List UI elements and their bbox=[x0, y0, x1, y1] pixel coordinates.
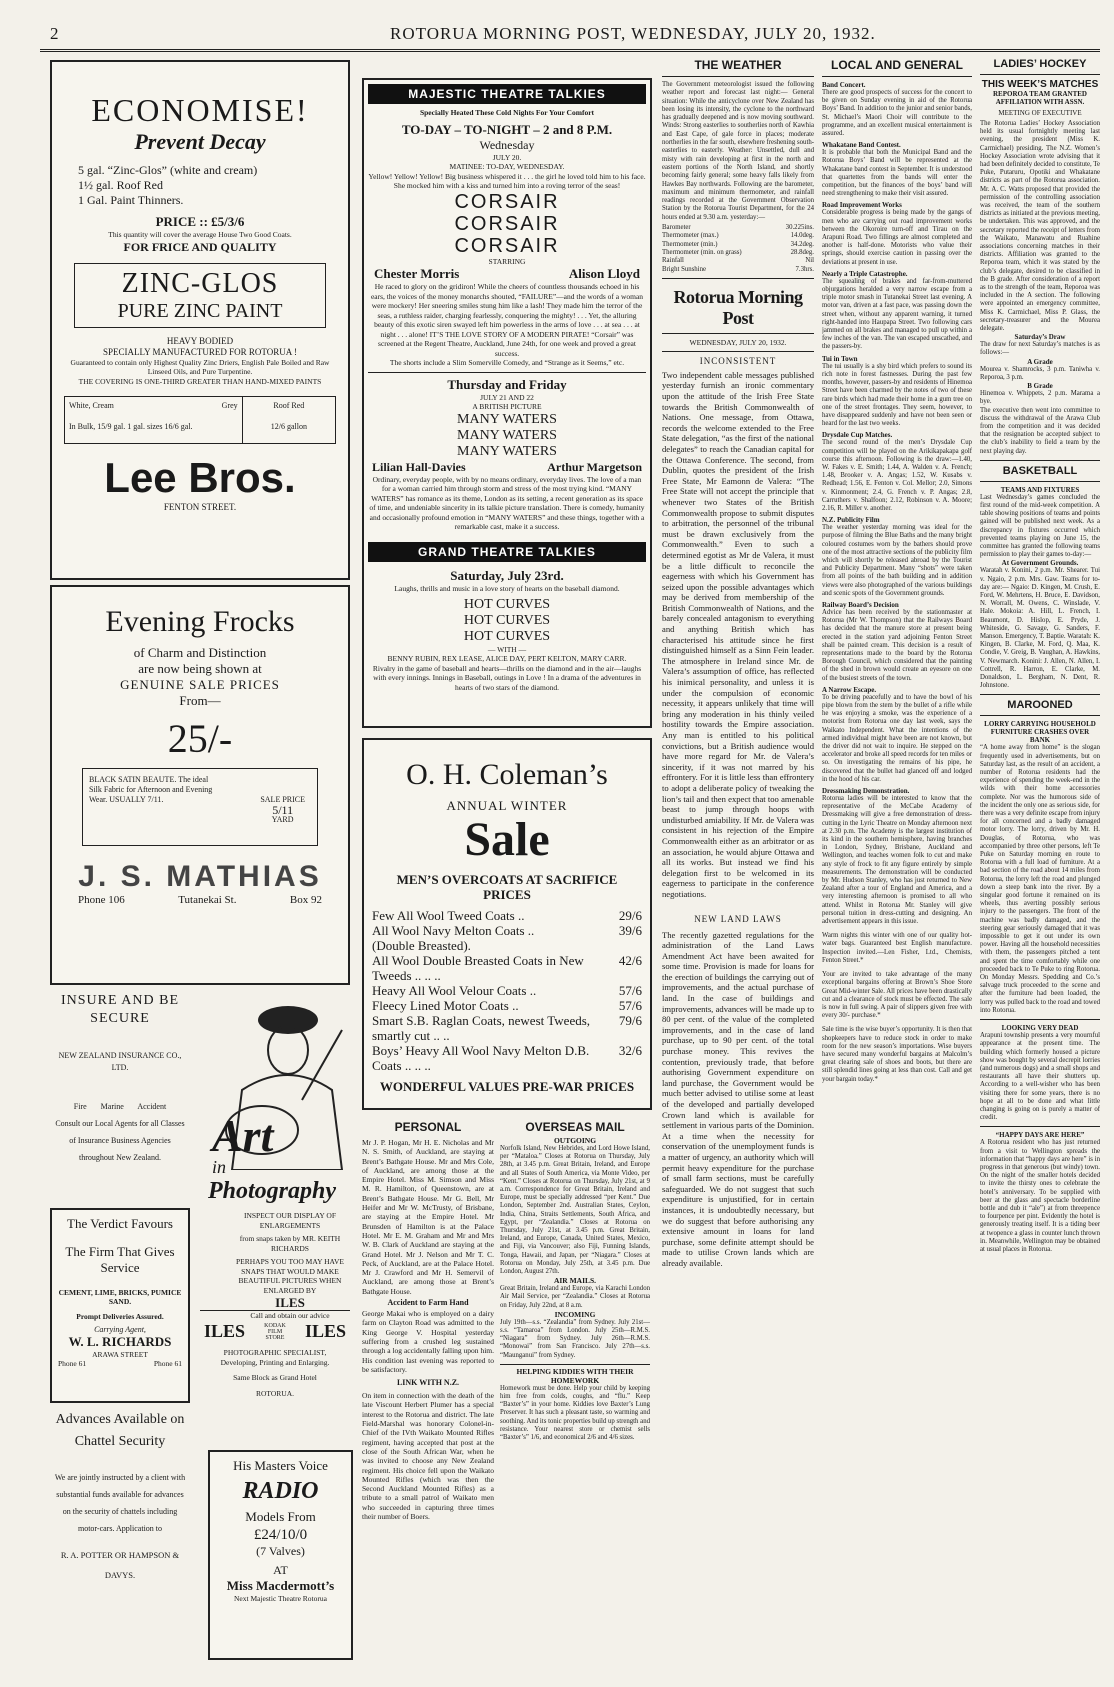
product-sub: PURE ZINC PAINT bbox=[117, 299, 283, 322]
article-body: Homework must be done. Help your child by keeping him free from colds, coughs, and “flu.” Keep “Baxter’s” in your home. Kiddies love Baxter’s Lung Preserver. It has such a pleasant taste, so warming and soothing. And its tonic properties build up strength and resistance. Your nearest store or chemist sells “Baxter’s” 1/6, and economical 2/6 and 4/6 sizes. bbox=[500, 1384, 650, 1442]
company: NEW ZEALAND INSURANCE CO., LTD. bbox=[58, 1051, 182, 1072]
article-body: George Makai who is employed on a dairy farm on Clayton Road was admitted to the King George V. Hospital yesterday suffering from a crushed leg sustained through a log accidentally falling upon him. His condition last evening was reported to be satisfactory. bbox=[362, 1309, 494, 1374]
kodak: KODAK FILM STORE bbox=[264, 1322, 286, 1341]
item-body: Considerable progress is being made by the gangs of men who are carrying out road improvement works between the Okoroire turn-off and Tirau on the Arapuni Road. Two fillings are almost completed and another is half-done. Motorists who value their springs, should exercise caution in passing over the deviations at present in use. bbox=[822, 209, 972, 266]
ad-headline: Advances Available on Chattel Security bbox=[55, 1412, 185, 1449]
brit: A BRITISH PICTURE bbox=[472, 402, 542, 411]
article-body: “A home away from home” is the slogan frequently used in advertisements, but on Saturday last, as the result of an accident, a number of Rotorua residents had the experience of spending the week-end in the wilds with their home accessories complete. Nor was the humorous side of the incident the only one as serious side, for there was a very definite escape from injury for all concerned and a badly damaged motor lorry. The lorry, driven by Mr. H. Douglas, of Rotorua, who was accompanied by three other persons, left Te Puke on Saturday morning en route to Rotorua with a full load of furniture. At a bad section of the road about 14 miles from Rotorua, the lorry left the road and plunged down a steep bank into the river. By a singular good fortune it remained on its wheels, thus averting possibly serious injury to the passengers. The front of the machine was badly damaged, and the steering gear seriously damaged that it was impossible to get it out under its own power. Having all the household necessities with them, the passengers pitched a tent and spent the time comfortably while one proceeded back to Te Puke to ring Rotorua. On Monday Messrs. Spedding and Co.’s salvage truck proceeded to the scene and after the furniture had been loaded, the lorry was pulled back to the road and towed into Rotorua. bbox=[980, 744, 1100, 1014]
actor: Lilian Hall-Davies bbox=[372, 459, 466, 474]
reading-label: Bright Sunshine bbox=[662, 265, 706, 273]
ad-line: (7 Valves) bbox=[256, 1544, 305, 1558]
coat-item bbox=[372, 983, 642, 998]
blurb: Yellow! Yellow! Yellow! Big business whispered it . . . the girl he loved told him to his face. She mocked him with a kiss and turned him into a roving terror of the seas! bbox=[368, 171, 646, 190]
verdict-ad bbox=[50, 1208, 190, 1403]
item-body: The second round of the men’s Drysdale Cup competition will be played on the Arikikapakapa golf course this afternoon. Following is the draw:—1.40, W. Fakes v. E. Smith; 1.44, A. Walden v. A. French; 1.48, Brooker v. A. Angas; 1.52, W. Kusabs v. Redhead; 1.56, E. Fenton v. Col. Mellor; 2.0, Simons v. Kinmonment; 2.4, G. French v. P. Angas; 2.8, Carruthers v. Shalfoon; 2.12, Robinson v. A. Moore; 2.16, R. Miller v. another. bbox=[822, 439, 972, 512]
ad-subhead: RADIO bbox=[242, 1478, 319, 1504]
table-cell: White, Cream bbox=[69, 401, 114, 410]
coat-price: 57/6 bbox=[618, 983, 642, 998]
delivery-note: Prompt Deliveries Assured. bbox=[76, 1312, 164, 1321]
reading-row bbox=[662, 257, 814, 265]
box: Box 92 bbox=[289, 894, 322, 906]
editorial-title: INCONSISTENT bbox=[699, 355, 777, 366]
sale-heading: Sale bbox=[464, 813, 550, 866]
paint-list bbox=[78, 163, 336, 208]
article-body: Hinemoa v. Whippets, 2 p.m. Marama a bye. bbox=[980, 390, 1100, 406]
insurance-ad bbox=[50, 988, 190, 1198]
address: Next Majestic Theatre Rotorua bbox=[234, 1594, 327, 1603]
phone: Phone 106 bbox=[78, 894, 125, 906]
actor: Arthur Margetson bbox=[547, 459, 642, 474]
item-heading: Band Concert. bbox=[822, 81, 866, 89]
shorts: The shorts include a Slim Somerville Comedy, and “Strange as it Seems,” etc. bbox=[389, 358, 625, 367]
ad-line: are now being shown at bbox=[138, 661, 262, 676]
article-body: Mr J. P. Hogan, Mr H. E. Nicholas and Mr N. S. Smith, of Auckland, are staying at Brent’s Bathgate House. Mr and Mrs Cole, of Auckland, are among those at the Empire Hotel. Miss M. Simson and Miss M. R. Hamilton, of Queenstown, are at Brent’s Bathgate House. Mr G. Bell, Mr Heifer and Mr W. McTrusty, of Brisbane, are staying at the Empire Hotel. Mr Brunsden of Hamilton is at the Palace Hotel. Mr E. M. Graham and Mr and Mrs W. B. Clark of Auckland are staying at the Grand Hotel. Mr J. Nelson and Mr T. C. Peck, of Auckland, are at the Palace Hotel. Mr J. Crawford and Mr H. Semervil of Auckland, are among those at Brent’s Bathgate House. bbox=[362, 1138, 494, 1296]
showtimes: TO-DAY – TO-NIGHT – 2 and 8 P.M. bbox=[401, 121, 613, 137]
item-body: The squealing of brakes and far-from-muttered objurgations heralded a very narrow escape from a triple motor smash in Tutanekai Street last evening. A motor van, driven at a fast pace, was passing down the street when, without any apparent warning, it turned right-handed into Haupapa Street. Two following cars jammed on all brakes and managed to pull up within a few inches of the van. The van escaped unscathed, and the passers-by. bbox=[822, 277, 972, 351]
coat-price: 39/6 bbox=[618, 923, 642, 938]
reading-label: Barometer bbox=[662, 224, 691, 232]
coat-item bbox=[372, 908, 642, 923]
ad-body: Consult our Local Agents for all Classes of Insurance Business Agencies throughout New Zealand. bbox=[55, 1119, 185, 1162]
with: — WITH — bbox=[487, 644, 527, 654]
coat-name: Heavy All Wool Velour Coats .. bbox=[372, 983, 537, 998]
local-ad: Warm nights this winter with one of our quality hot-water bags. Guaranteed best English manufacture. Inspection invited.—Len Fisher, Ltd., Chemists, Fenton Street.* bbox=[822, 932, 972, 964]
coat-name: All Wool Navy Melton Coats .. bbox=[372, 923, 535, 938]
subheading: LOOKING VERY DEAD bbox=[1001, 1024, 1079, 1033]
subheading: HELPING KIDDIES WITH THEIR HOMEWORK bbox=[500, 1364, 650, 1385]
film-title: CORSAIR bbox=[454, 234, 560, 257]
article-body: On item in connection with the death of the late Viscount Herbert Plumer has a special interest to the Rotorua and district. The late Field-Marshal was honorary Colonel-in-Chief of the IVth Waikato Mounted Rifles regiment, having accepted that post at the close of the South African War, when he was invited to choose any New Zealand regiment. His choice fell upon the Waikato Mounted Rifles (which was then the Second Auckland Mounted Rifles) as a tribute to a small patrol of Waikato men who succeeded in capturing three times their number of Boers. bbox=[362, 1391, 494, 1521]
reading-value: 34.2deg. bbox=[790, 240, 814, 248]
street: ARAWA STREET bbox=[92, 1350, 148, 1359]
editorial-masthead: Rotorua Morning Post bbox=[673, 286, 803, 328]
article-body: July 19th—s.s. “Zealandia” from Sydney. July 21st—s.s. “Tamaroa” from London. July 25th—R.M.S. “Niagara” from Sydney. July 26th—R.M.S. “Monowai” from San Francisco. July 27th—s.s. “Maunganui” from Sydney. bbox=[500, 1318, 650, 1359]
spec: Same Block as Grand Hotel bbox=[233, 1373, 317, 1382]
subheading: THIS WEEK’S MATCHES bbox=[981, 79, 1099, 90]
ad-subhead: Prevent Decay bbox=[134, 129, 266, 154]
firm-name: Miss Macdermott’s bbox=[226, 1578, 335, 1593]
cover: THE COVERING IS ONE-THIRD GREATER THAN HAND-MIXED PAINTS bbox=[78, 376, 322, 386]
ad-line: Laughs, thrills and music in a love story of hearts on the baseball diamond. bbox=[394, 584, 620, 593]
reading-label: Thermometer (max.) bbox=[662, 232, 719, 240]
sale-label: SALE PRICE bbox=[260, 795, 305, 804]
ad-headline: INSURE AND BE SECURE bbox=[60, 993, 179, 1026]
coat-name: Smart S.B. Raglan Coats, newest Tweeds, smartly cut .. .. bbox=[372, 1013, 591, 1043]
item-heading: A Narrow Escape. bbox=[822, 685, 877, 694]
coat-item bbox=[372, 1013, 642, 1043]
page-header bbox=[40, 14, 1100, 52]
personal-column bbox=[362, 1120, 494, 1675]
item-body: The tui usually is a shy bird which prefers to sound its rich note in forest fastnesses. During the past few months, however, passers-by and residents of Hinemoa Street have been charmed by the notes of two of these rare birds which had made their home in a gum tree on one of the street frontages. They seem, however, to have disappeared suddenly and have not been seen or heard for the last two weeks. bbox=[822, 362, 972, 428]
coat-price: 57/6 bbox=[618, 998, 642, 1013]
subheading: REPOROA TEAM GRANTED AFFILIATION WITH ASSN. bbox=[993, 90, 1087, 106]
editorial-body: The recently gazetted regulations for the administration of the Land Laws Amendment Act have been awaited for some time. Provision is made for loans for the erection of buildings the carrying out of improvements, and the actual purchase of land. In the case of buildings and improvements, advances will be made up to 80 per cent. of the value of the completed improvements, and in the case of land purchase, up to 90 per cent. of the total purchase money. This revives the contention, previously trade, that before authorising Government expenditure on land purchase, the Government would be much better advised to utilise some at least of the developed and partially developed Crown land which is available for settlement in various parts of the Dominion. At a time when the necessity for conservation of the unemployment funds is a matter of urgency, an authority which will permit heavy expenditure for the purchase of small farm sections, must be carefully safeguarded. We do not suggest that such expenditure is unjustified, for in certain instances, it is undoubtedly necessary, but we do suggest that before authorising any extensive amount in loans for land purchase, some definite attempt should be made to utilise Crown lands which are already available. bbox=[662, 929, 814, 1268]
ad-headline: ECONOMISE! bbox=[91, 92, 309, 128]
editorial-title: NEW LAND LAWS bbox=[694, 913, 782, 924]
item-body: To be driving peacefully and to have the bowl of his pipe blown from the stem by the bullet of a rifle while he was enjoying a smoke, was the experience of a motorist from Rotorua one day last week, says the Waikato Independent. What the intentions of the armed individual might have been are not known, but the driver did not wait to inquire. He stepped on the accelerator and broke all speed records for ten miles or so. On investigating the remains of his pipe, he discovered that the bullet had glanced off and lodged in the hood of his car. bbox=[822, 693, 972, 783]
types: Fire Marine Accident bbox=[73, 1102, 167, 1111]
reading-row bbox=[662, 241, 814, 249]
editorial-date: WEDNESDAY, JULY 20, 1932. bbox=[689, 337, 787, 347]
coat-price: 79/6 bbox=[618, 1013, 642, 1028]
spec: SPECIALLY MANUFACTURED FOR ROTORUA ! bbox=[103, 346, 297, 357]
column-heading: PERSONAL bbox=[394, 1120, 462, 1134]
date: JULY 21 AND 22 bbox=[480, 392, 534, 402]
ad-headline: The Verdict Favours bbox=[67, 1216, 173, 1231]
cast: BENNY RUBIN, REX LEASE, ALICE DAY, PERT KELTON, MARY CARR. bbox=[387, 654, 627, 663]
date: JULY 20. bbox=[492, 152, 522, 162]
mail-column bbox=[500, 1120, 650, 1675]
phone: Phone 61 bbox=[153, 1359, 182, 1368]
item-heading: Road Improvement Works bbox=[822, 201, 902, 210]
coat-item bbox=[372, 1043, 642, 1073]
tagline: FOR FRICE AND QUALITY bbox=[123, 239, 277, 254]
subheading: Saturday’s Draw bbox=[1014, 333, 1066, 342]
item-heading: Dressmaking Demonstration. bbox=[822, 787, 910, 796]
coat-item bbox=[372, 923, 642, 938]
coat-name: Boys’ Heavy All Wool Navy Melton D.B. Coats .. .. .. bbox=[372, 1043, 590, 1073]
article-body: Mourea v. Shamrocks, 3 p.m. Taniwha v. Reporoa, 3 p.m. bbox=[980, 365, 1100, 381]
item-heading: Whakatane Band Contest. bbox=[822, 141, 901, 150]
local-ad: Sale time is the wise buyer’s opportunity. It is then that shopkeepers have to reduce stock in order to make room for the new season’s importations. Wise buyers have secured many wonderful bargains at Malcolm’s great clearing sale of shoes and boots, but there are still splendid lines going at less than cost. Call and get your bargain today.* bbox=[822, 1026, 972, 1083]
subheading: “HAPPY DAYS ARE HERE” bbox=[995, 1131, 1085, 1140]
article-body: Great Britain, Ireland and Europe, via Karachi London Air Mail Service, per “Zealandia.” Closes at Rotorua on Friday, July 22nd, at 8 a.m. bbox=[500, 1285, 650, 1309]
article-body: Norfolk Island, New Hebrides, and Lord Howe Island, per “Mataloa.” Closes at Rotorua on Thursday, July 28th, at 3.45 p.m. Great Britain, Ireland, and Europe and all States of South America, via Monte Video, per “Kent.” Closes at Rotorua on Thursday, July 21st, at 9 a.m. Correspondence for Great Britain, Ireland and Europe, must be specially addressed “per Kent.” Due London, September 2nd. Australian States, Ceylon, India, China, Straits Settlements, South Africa, and Egypt, per “Zealandia.” Closes at Rotorua on Thursday, July 21st, at 3.45 p.m. Great Britain, Ireland, and Europe, Canada, United States, Mexico, and Fiji, via Vancouver; also Fiji, Funning Islands, Tonga, Hawaii, and Japan, per “Niagara.” Closes at Rotorua on Monday, July 25th, at 3.45 p.m. Due London, August 27th. bbox=[500, 1145, 650, 1276]
hmv-ad bbox=[208, 1450, 353, 1660]
subheading: LINK WITH N.Z. bbox=[396, 1378, 460, 1388]
sale-unit: YARD bbox=[271, 815, 294, 824]
spec: ROTORUA. bbox=[256, 1388, 294, 1398]
film-title: MANY WATERS bbox=[457, 443, 557, 459]
coat-name: Fleecy Lined Motor Coats .. bbox=[372, 998, 519, 1013]
film-title: HOT CURVES bbox=[463, 612, 551, 628]
column-heading: THE WEATHER bbox=[694, 58, 782, 72]
reading-value: 28.8deg. bbox=[790, 248, 814, 256]
ad-headline: Photography bbox=[208, 1178, 337, 1204]
article-body: A Rotorua resident who has just returned from a visit to Wellington spreads the information that “happy days are here” is in progress in that generous (but windy) town. On the night of the smaller hotels decided to invite the thirsty ones to celebrate the hotel’s anniversary. To be supplied with beer at the glass and spectacle borderline bottle and dub it “ale”) at from threepence to fourpence per pint. Evidently the hotel is generously treating itself. It is a tiding beer at twopence a glass in counter lunch thrown in. Meanwhile, Wellington may be obtained at usual places in Rotorua. bbox=[980, 1139, 1100, 1253]
ad-body: We are jointly instructed by a client with substantial funds available for advances on the security of chattels including motor-cars. Application to bbox=[54, 1473, 186, 1533]
film-desc: He raced to glory on the gridiron! While the cheers of countless thousands echoed in his ears, the voices of the money monarchs shouted, “FAILURE”—and the words of a woman were mockery! Her sneering smiles stung him like a lash! They made him the terror of the seas, a ruthless raider, charging fearlessly, conquering the mighty! . . . Yet, the alluring beauty of this exotic siren swayed left him powerless in the arms of love . . . at sea . . . at night . . . alone! IT’S THE LOVE STORY OF A MODERN PIRATE! “Corsair” was screened at the Regent Theatre, Auckland, June 24th, for one week and proved a great success. bbox=[370, 282, 644, 358]
actor: Chester Morris bbox=[374, 266, 460, 281]
lee-bros-ad bbox=[50, 60, 350, 580]
ad-subhead: The Firm That Gives Service bbox=[65, 1244, 175, 1275]
items: CEMENT, LIME, BRICKS, PUMICE SAND. bbox=[58, 1288, 182, 1306]
section-title: MEN’S OVERCOATS AT SACRIFICE PRICES bbox=[396, 872, 618, 902]
ad-line: Call and obtain our advice bbox=[250, 1311, 330, 1320]
reading-row bbox=[662, 266, 814, 274]
reading-value: 14.0deg. bbox=[790, 232, 814, 240]
price-table bbox=[64, 396, 336, 444]
ad-line: From— bbox=[179, 693, 221, 708]
coat-price: 29/6 bbox=[618, 908, 642, 923]
coat-item bbox=[372, 953, 642, 983]
coleman-ad bbox=[362, 738, 652, 1110]
local-general-column bbox=[822, 58, 972, 1673]
firm-name: Lee Bros. bbox=[104, 454, 296, 501]
phone: Phone 61 bbox=[58, 1359, 87, 1368]
price: £24/10/0 bbox=[253, 1527, 308, 1543]
article-body: The executive then went into committee to discuss the withdrawal of the Arawa Club from the competition and it was decided that the resignation be accepted subject to the club’s inability to field a team by the next playing day. bbox=[980, 406, 1100, 455]
firm-name: R. A. POTTER OR HAMPSON & DAVYS. bbox=[60, 1550, 180, 1580]
ad-line: GENUINE SALE PRICES bbox=[120, 677, 280, 692]
film-title: HOT CURVES bbox=[463, 596, 551, 612]
ad-line: from snaps taken by MR. KEITH RICHARDS bbox=[239, 1234, 341, 1253]
reading-row bbox=[662, 232, 814, 240]
firm-name: J. S. MATHIAS bbox=[78, 860, 322, 893]
film-title: CORSAIR bbox=[454, 190, 560, 213]
mathias-ad bbox=[50, 585, 350, 985]
article-body: Waratah v. Konini, 2 p.m. Mr. Shearer. Tui v. Ngaio, 2 p.m. Mrs. Gaw. Teams for to-day are:— Ngaio: D. Kingen, M. Crush, E. Ford, W. Mehrtens, H. Bruce, E. Davidson, N. Worrall, M. Owens, C. Winslade, V. Hale. Mokoia: A. Hill, L. French, I. Beaumont, D. Hislop, E. Pryde, J. Whiteside, G. Savage, G. Sanders, F. Manson. Emergency, T. Baptie. Waratah: K. Kingen, B. Clarke, M. Ford, Q. Maa, K. Condie, V. Greig, B. Vaughan, A. Hawkins, V. Newmarch. Konini: J. Allen, N. Allen, I. Cottrell, R. Harron, E. Clarke, M. Donaldson, L. Bergham, N. Dent, R. Johnstone. bbox=[980, 567, 1100, 690]
weather-editorial-column bbox=[662, 58, 814, 1673]
column-heading: BASKETBALL bbox=[1002, 464, 1078, 477]
item-body: The weather yesterday morning was ideal for the purpose of filming the Blue Baths and the many bright coloured costumes worn by the bathers should prove one of the most attractive sections of the publicity film which will shortly be released abroad by the Tourist and Publicity Department. Many “shots” were taken from all points of the bath building and in addition views were also photographed of the various buildings and scenic spots of the Government grounds. bbox=[822, 524, 972, 597]
coat-name: Few All Wool Tweed Coats .. bbox=[372, 908, 525, 923]
item-heading: Tui in Town bbox=[822, 354, 858, 363]
column-heading: LOCAL AND GENERAL bbox=[831, 58, 963, 72]
item-body: Rotorua ladies will be interested to know that the representative of the McCabe Academy of Dressmaking will give a free demonstration of dress-cutting in the Lyric Theatre on Monday afternoon next at 2.30 p.m. The Academy is the largest institution of its kind in the southern hemisphere, having branches in London, Sydney, Brisbane, Auckland and Wellington, and teaches women folk to cut and make any style of frock to fit any figure entirely by simple measurements. The demonstration will be conducted by Mr. Hudson Stanley, who has just returned to New Zealand after a tour of England and America, and a very interesting afternoon is promised to all who attend. Whilst in Rotorua Mr. Stanley will give personal tuition in dress-cutting and designing. An advertisement appears in this issue. bbox=[822, 795, 972, 926]
film-title: MANY WATERS bbox=[457, 411, 557, 427]
paint-line: 1½ gal. Roof Red bbox=[78, 178, 163, 192]
column-heading: LADIES’ HOCKEY bbox=[993, 58, 1087, 70]
subheading: A Grade bbox=[1027, 357, 1053, 366]
film-desc: Ordinary, everyday people, with by no means ordinary, everyday lives. The love of a man for a woman carried him through storm and stress of the most trying kind. “MANY WATERS” has romance as its theme, London as its setting, a recent generation as its space of time, and undeniable sincerity in its talkie picture translation. There is comedy, humanity and occasionally profound emotion in “MANY WATERS” and these things, together with a remarkable cast, make it a success. bbox=[369, 474, 645, 531]
grand-ad bbox=[362, 538, 652, 728]
footer: WONDERFUL VALUES PRE-WAR PRICES bbox=[379, 1079, 635, 1094]
coat-item bbox=[372, 938, 642, 953]
coat-price: 42/6 bbox=[618, 953, 642, 968]
subheading: TEAMS AND FIXTURES bbox=[1000, 485, 1080, 494]
firm-name: ILES bbox=[275, 1295, 305, 1310]
reading-value: 7.3hrs. bbox=[795, 265, 814, 273]
subheading: INCOMING bbox=[554, 1309, 596, 1319]
sports-column bbox=[980, 58, 1100, 1673]
price: PRICE :: £5/3/6 bbox=[155, 214, 245, 229]
theatre-banner: GRAND THEATRE TALKIES bbox=[368, 542, 646, 562]
subheading: Accident to Farm Hand bbox=[387, 1298, 469, 1308]
guarantee: Guaranteed to contain only Highest Quality Zinc Driers, English Pale Boiled and Raw Linseed Oils, and Pure Turpentine. bbox=[70, 357, 330, 376]
reading-label: Thermometer (min. on grass) bbox=[662, 248, 742, 256]
item-body: There are good prospects of success for the concert to be given on Sunday evening in aid of the Rotorua Boys’ Band. In addition to the junior and senior bands, St. Michael’s Maori Choir will contribute to the programme, and an excellent musical entertainment is assured. bbox=[822, 89, 972, 138]
ad-line: of Charm and Distinction bbox=[133, 645, 267, 660]
product-name: ZINC-GLOS bbox=[121, 267, 279, 299]
ad-line: INSPECT OUR DISPLAY OF ENLARGEMENTS bbox=[243, 1211, 337, 1230]
ad-headline: His Masters Voice bbox=[233, 1458, 328, 1473]
matinee: MATINEE: TO-DAY, WEDNESDAY. bbox=[449, 162, 565, 171]
column-heading: OVERSEAS MAIL bbox=[525, 1120, 625, 1134]
item-body: It is probable that both the Municipal Band and the Rotorua Boys’ Band will be represented at the Whakatane band contest in September. It is understood that quartettes from the bands will enter the competition, but the finances of the boys’ band will need strengthening to make their visit assured. bbox=[822, 149, 972, 198]
readings-table bbox=[662, 224, 814, 274]
showtimes: Thursday and Friday bbox=[447, 376, 567, 392]
table-cell: Grey bbox=[221, 401, 238, 410]
coat-name: All Wool Double Breasted Coats in New Tweeds .. .. .. bbox=[372, 953, 584, 983]
firm-name: ILES bbox=[304, 1321, 346, 1341]
item-heading: N.Z. Publicity Film bbox=[822, 516, 880, 525]
date: Saturday, July 23rd. bbox=[450, 568, 564, 583]
carry: Carrying Agent, bbox=[94, 1325, 146, 1334]
ad-headline: O. H. Coleman’s bbox=[406, 758, 608, 791]
table-cell: 12/6 gallon bbox=[270, 422, 307, 431]
day: Wednesday bbox=[479, 137, 535, 152]
reading-row bbox=[662, 224, 814, 232]
column-heading: MAROONED bbox=[1007, 699, 1073, 712]
local-items bbox=[822, 81, 972, 926]
actor: Alison Lloyd bbox=[568, 266, 640, 281]
street: Tutanekai St. bbox=[178, 894, 237, 906]
firm-name: ILES bbox=[204, 1321, 246, 1341]
ad-line: PERHAPS YOU TOO MAY HAVE SNAPS THAT WOULD MAKE BEAUTIFUL PICTURES WHEN ENLARGED BY bbox=[236, 1257, 344, 1295]
coat-price: 32/6 bbox=[618, 1043, 642, 1058]
article-body: The draw for next Saturday’s matches is as follows:— bbox=[980, 341, 1100, 357]
coat-list bbox=[372, 908, 642, 1073]
item-heading: Nearly a Triple Catastrophe. bbox=[822, 269, 908, 278]
subheading: LORRY CARRYING HOUSEHOLD FURNITURE CRASHES OVER BANK bbox=[984, 720, 1096, 745]
item-heading: Drysdale Cup Matches. bbox=[822, 431, 893, 440]
sale-value: 5/11 bbox=[272, 803, 294, 817]
film-title: CORSAIR bbox=[454, 212, 560, 235]
coverage-note: This quantity will cover the average House Two Good Coats. bbox=[108, 230, 292, 239]
street: FENTON STREET. bbox=[163, 502, 237, 512]
heavy: HEAVY BODIED bbox=[166, 335, 234, 346]
fabric-desc: BLACK SATIN BEAUTE. The ideal Silk Fabric for Afternoon and Evening Wear. USUALLY 7/11. bbox=[89, 775, 213, 804]
article-body: The Rotorua Ladies’ Hockey Association held its usual fortnightly meeting last evening, the president (Miss K. Carmichael) presiding. The N.Z. Women’s Hockey Association wrote advising that it had been definitely decided to constitute, Te Puke, Putaruru, Opotiki and Whakatane districts as part of the Rotorua association. Mr. A. C. Watts proposed that provided the permission of the controlling association was received, the team of the southern districts as initiated at the previous meeting, be undertaken. This was approved, and the secretary reported the receipt of letters from the Waikato, Manawatu and Ruahine associations concerning matches in their districts. Affiliation was granted to the Reporoa team, which it was stated by the club’s delegate, desired to be classified in the B grade. After consideration of a report as to the strength of the team, Reporoa was included in the A section. The following were appointed an emergency committee, Miss K. Carmichael, Miss P. Glass, the secretary-treasurer and the Mourea delegate. bbox=[980, 120, 1100, 333]
item-body: Advice has been received by the stationmaster at Rotorua (Mr W. Thompson) that the Railways Board has decided that the manure store at present being erected in the station yard adjoining Fenton Street shall be painted cream. This decision is a result of representations made to the board by the Rotorua Borough Council, which considered that the painting of the shed in brown would create an eyesore on one of the busiest streets of the town. bbox=[822, 608, 972, 682]
subheading: AIR MAILS. bbox=[553, 1276, 597, 1286]
coat-item bbox=[372, 998, 642, 1013]
film-title: MANY WATERS bbox=[457, 427, 557, 443]
reading-label: Thermometer (min.) bbox=[662, 240, 718, 248]
spec: PHOTOGRAPHIC SPECIALIST, bbox=[223, 1348, 327, 1357]
film-desc: Rivalry in the game of baseball and hearts—thrills on the diamond and in the air—laughs with every innings. Innings in Baseball, outings in Love ! In a drama of the adventures in hearts of two stars of the diamond. bbox=[372, 663, 642, 692]
ad-headline: Evening Frocks bbox=[105, 605, 295, 638]
advances-ad bbox=[50, 1405, 190, 1655]
ad-line: Models From bbox=[245, 1509, 316, 1524]
reading-row bbox=[662, 249, 814, 257]
ad-subhead: ANNUAL WINTER bbox=[446, 798, 568, 813]
ad-line: Specially Heated These Cold Nights For Your Comfort bbox=[419, 108, 595, 117]
local-ad: Your are invited to take advantage of the many exceptional bargains offering at Brown’s Shoe Store Great Mid-winter Sale. All prices have been drastically cut and a clearance of stock must be effected. The sale is now in full swing. A pair of slippers given free with every 30/- purchase.* bbox=[822, 971, 972, 1020]
theatre-banner: MAJESTIC THEATRE TALKIES bbox=[368, 84, 646, 104]
spec: Developing, Printing and Enlarging. bbox=[220, 1357, 330, 1367]
ad-headline: in bbox=[212, 1157, 227, 1177]
paint-line: 1 Gal. Paint Thinners. bbox=[78, 193, 184, 207]
item-heading: Railway Board’s Decision bbox=[822, 600, 899, 609]
firm-name: W. L. RICHARDS bbox=[68, 1334, 172, 1349]
ad-headline: Art bbox=[212, 1110, 274, 1161]
reading-value: 30.225ins. bbox=[785, 224, 814, 232]
majestic-ad bbox=[362, 78, 652, 588]
fabric-box bbox=[82, 768, 318, 846]
local-ads bbox=[822, 932, 972, 1083]
subheading: At Government Grounds. bbox=[1001, 559, 1079, 568]
masthead: ROTORUA MORNING POST, WEDNESDAY, JULY 20, 1932. bbox=[390, 24, 876, 43]
reading-value: Nil bbox=[805, 257, 814, 265]
editorial-body: Two independent cable messages published yesterday furnish an ironic commentary upon the attitude of the Irish Free State towards the British Commonwealth of Nations. One message, from Ottawa, records the welcome extended to the Free State delegation, “as the first of the national delegates” to reach the Canadian capital for the Ottawa Conference. The second, from Dublin, quotes the president of the Irish Free State, Mr Eamonn de Valera: “The Free State will not accept the principle that whenever two States of the British Commonwealth propose to submit disputes to arbitration, the personnel of the tribunal must be drawn exclusively from the Commonwealth.” Even to such a determined egotist as Mr de Valera, it must be a little difficult to reconcile the eagerness with which his Government has seized upon the possible advantages which may be derived from membership of the British Commonwealth of Nations, and the barely concealed antagonism to everything and anything British which has characterised his attitude since he first distinguished himself as a Sinn Fein leader. The atmosphere in Ireland since Mr. de Valera’s assumption of office, has reflected his inimical personality, and unless it is under the compulsion of economic necessity, it appears unlikely that time will bring any moderation in his thinly veiled hostility towards the Empire association. Any man is entitled to his political convictions, but a British audience would have more regard for Mr. de Valera’s sincerity, if it was not marred by his effrontery. For it is little less than effrontery to adopt a deliberate policy of tweaking the lion’s tail and then expect that too amenable beast to jump through hoops with undisturbed amiability. If Mr. de Valera was consistent in his rejection of the Empire Commonwealth either as an arbitrator or as an association, he would abjure Ottawa and all its works. But instead we find his delegation first to be welcomed in its eagerness to participate in the conference negotiations. bbox=[662, 369, 814, 899]
sale-price: 25/- bbox=[167, 716, 233, 761]
table-cell: Roof Red bbox=[273, 401, 305, 410]
subheading: MEETING OF EXECUTIVE bbox=[998, 109, 1082, 117]
article-body: Arapuni township presents a very mournful appearance at the present time. The building which formerly housed a picture show was bought by several decrepit lorries (and numerous dogs) and a small shops and restaurants all have their shutters up. According to a well-wisher who has been visiting there for some years, there is no hope at all to be done and what little changing is going on is purely a matter of credit. bbox=[980, 1032, 1100, 1122]
article-body: Last Wednesday’s games concluded the first round of the mid-week competition. A table showing positions of teams and points gained will be published next week. As a discrepancy in fixtures occurred which prevented teams playing on June 15, the committee has granted the following teams permission to play their games to-day:— bbox=[980, 493, 1100, 559]
film-title: HOT CURVES bbox=[463, 628, 551, 644]
coat-name: (Double Breasted). bbox=[372, 938, 471, 953]
table-cell: In Bulk, 15/9 gal. 1 gal. sizes 16/6 gal. bbox=[69, 422, 193, 431]
subheading: OUTGOING bbox=[553, 1136, 597, 1145]
ad-line: AT bbox=[273, 1563, 288, 1577]
weather-report: The Government meteorologist issued the following weather report and forecast last night:— General situation: While the anticyclone over New Zealand has been losing its intensity, the cyclone to the northward has gradually deepened and is now moving southward. Winds: Strong easterlies to southerlies north of Kawhia and East Cape, of gale force in places; moderate northerlies in the far south, elsewhere freshening south-easterlies to easterly. Weather: Unsettled, dull and misty with rain developing at first in the north and eastern portions of the North Island, and shortly becoming fairly general; some heavy falls likely from Hawkes Bay northwards. Following are the barometer, maximum and minimum thermometer, and rainfall readings recorded at the Government Observation Station by the Rotorua Tourist Department, for the 24 hours ended at 9.30 a.m. yesterday:— bbox=[662, 81, 814, 221]
starring: STARRING bbox=[488, 256, 526, 266]
subheading: B Grade bbox=[1027, 382, 1053, 391]
iles-block bbox=[200, 1310, 350, 1430]
paint-line: 5 gal. “Zinc-Glos” (white and cream) bbox=[78, 163, 258, 177]
page-number: 2 bbox=[50, 24, 59, 43]
reading-label: Rainfall bbox=[662, 257, 684, 265]
